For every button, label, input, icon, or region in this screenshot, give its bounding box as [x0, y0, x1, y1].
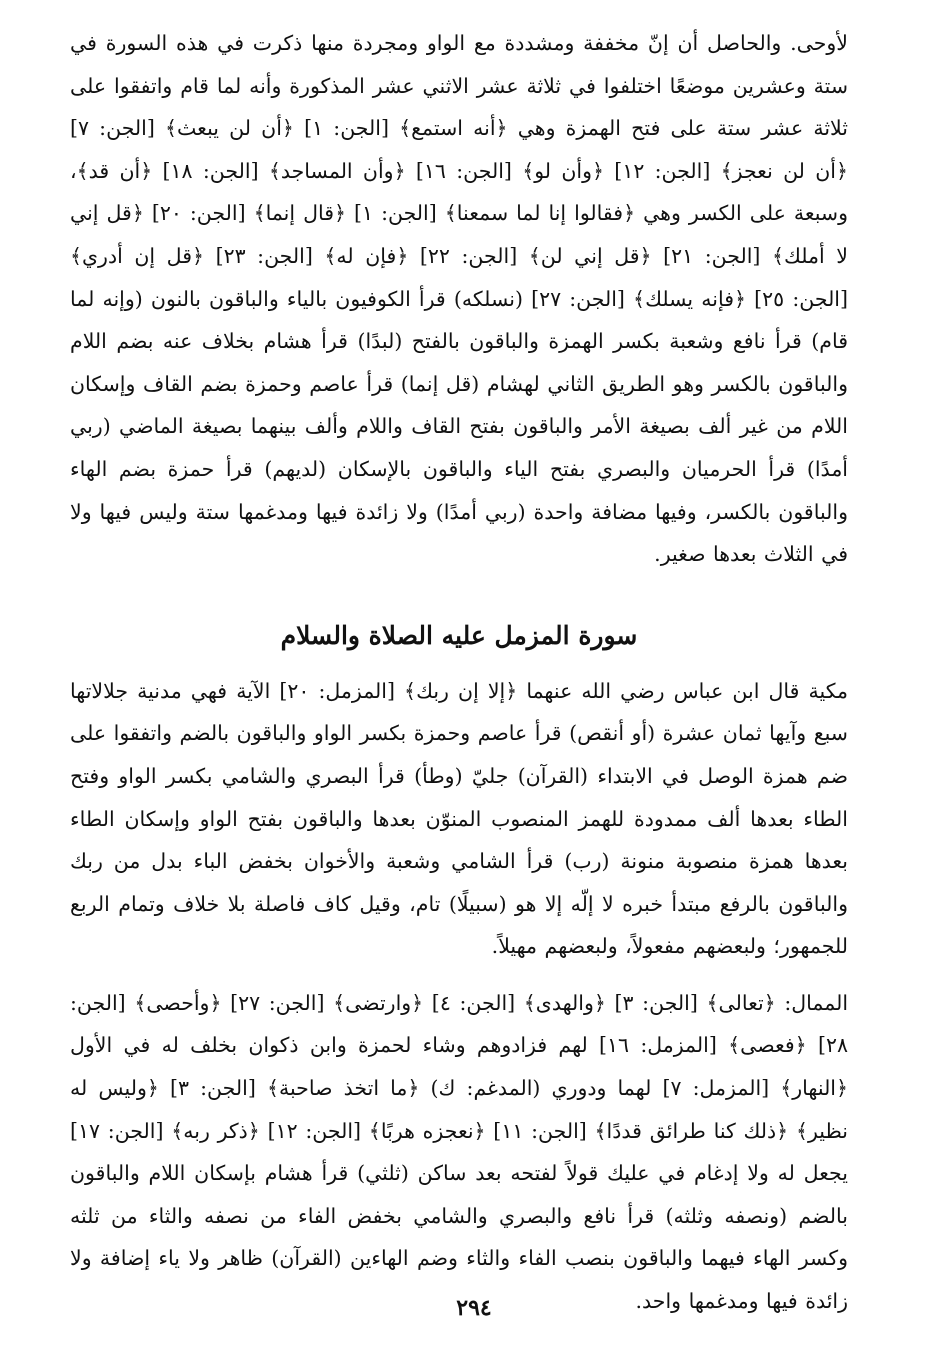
page-number: ٢٩٤ — [456, 1295, 492, 1321]
section-paragraph-jinn-ending: لأوحى. والحاصل أن إنّ مخففة ومشددة مع الواو ومجردة منها ذكرت في هذه السورة في ستة وعشرين موضعًا اختلفوا في ثلاثة عشر الاثني عشر المذكورة وأنه لما قام واتفقوا على ثلاثة عشر ستة على فتح الهمزة وهي ﴿أنه استمع﴾ [الجن: ١] ﴿أن لن يبعث﴾ [الجن: ٧] ﴿أن لن نعجز﴾ [الجن: ١٢] ﴿وأن لو﴾ [الجن: ١٦] ﴿وأن المساجد﴾ [الجن: ١٨] ﴿أن قد﴾، وسبعة على الكسر وهي ﴿فقالوا إنا لما سمعنا﴾ [الجن: ١] ﴿قال إنما﴾ [الجن: ٢٠] ﴿قل إني لا أملك﴾ [الجن: ٢١] ﴿قل إني لن﴾ [الجن: ٢٢] ﴿فإن له﴾ [الجن: ٢٣] ﴿قل إن أدري﴾ [الجن: ٢٥] ﴿فإنه يسلك﴾ [الجن: ٢٧] (نسلكه) قرأ الكوفيون بالياء والباقون بالنون (وإنه لما قام) قرأ نافع وشعبة بكسر الهمزة والباقون بالفتح (لبدًا) قرأ هشام بخلاف عنه بضم اللام والباقون بالكسر وهو الطريق الثاني لهشام (قل إنما) قرأ عاصم وحمزة بضم القاف وإسكان اللام من غير ألف بصيغة الأمر والباقون بفتح القاف واللام وألف بينهما بصيغة الماضي (ربي أمدًا) قرأ الحرميان والبصري بفتح الياء والباقون بالإسكان (لديهم) قرأ حمزة بضم الهاء والباقون بالكسر، وفيها مضافة واحدة (ربي أمدًا) ولا زائدة فيها ومدغمها ستة وليس فيها ولا في الثلاث بعدها صغير. — [70, 31, 849, 567]
section-paragraph-muzzammil-intro: مكية قال ابن عباس رضي الله عنهما ﴿إلا إن ربك﴾ [المزمل: ٢٠] الآية فهي مدنية جلالاتها سبع وآيها ثمان عشرة (أو أنقص) قرأ عاصم وحمزة بكسر الواو والباقون بالضم واتفقوا على ضم همزة الوصل في الابتداء (القرآن) جليّ (وطأ) قرأ البصري والشامي بكسر الواو وفتح الطاء بعدها ألف ممدودة للهمز المنصوب المنوّن بعدها والباقون بفتح الواو وإسكان الطاء بعدها همزة منصوبة منونة (رب) قرأ الشامي وشعبة والأخوان بخفض الباء بدل من ربك والباقون بالرفع مبتدأ خبره لا إلّه إلا هو (سبيلًا) تام، وقيل كاف فاصلة بلا خلاف وتمام الربع للجمهور؛ ولبعضهم مفعولاً، ولبعضهم مهيلاً. — [70, 678, 848, 959]
section-paragraph-mumal: الممال: ﴿تعالى﴾ [الجن: ٣] ﴿والهدى﴾ [الجن: ٤] ﴿وارتضى﴾ [الجن: ٢٧] ﴿وأحصى﴾ [الجن: ٢٨] ﴿فعصى﴾ [المزمل: ١٦] لهم فزادوهم وشاء لحمزة وابن ذكوان بخلف له في الأول ﴿النهار﴾ [المزمل: ٧] لهما ودوري (المدغم: ك) ﴿ما اتخذ صاحبة﴾ [الجن: ٣] ﴿وليس له نظير﴾ ﴿ذلك كنا طرائق قددًا﴾ [الجن: ١١] ﴿نعجزه هربًا﴾ [الجن: ١٢] ﴿ذكر ربه﴾ [الجن: ١٧] يجعل له ولا إدغام في عليك قولاً لفتحه بعد ساكن (ثلثي) قرأ هشام بإسكان اللام والباقون بالضم (ونصفه وثلثه) قرأ نافع والبصري والشامي بخفض الفاء من نصفه والثاء من ثلثه وكسر الهاء فيهما والباقون بنصب الفاء والثاء وضم الهاءين (القرآن) ظاهر ولا ياء إضافة ولا زائدة فيها ومدغمها واحد. — [70, 990, 849, 1314]
surah-heading: سورة المزمل عليه الصلاة والسلام — [280, 620, 638, 650]
